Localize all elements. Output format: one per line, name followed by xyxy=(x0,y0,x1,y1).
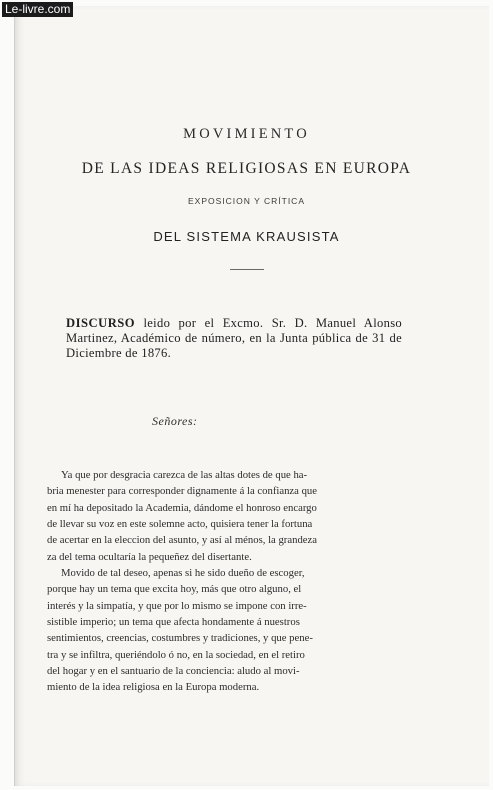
body-line: en mí ha depositado la Academia, dándome el honroso encargo xyxy=(47,501,317,514)
title-line-4: DEL SISTEMA KRAUSISTA xyxy=(153,229,340,244)
discurso-paragraph xyxy=(66,316,402,361)
watermark-label: Le-livre.com xyxy=(2,2,73,17)
title-divider xyxy=(230,269,264,270)
body-line: Movido de tal deseo, apenas si he sido dueño de escoger, xyxy=(61,567,305,580)
body-line: interés y la simpatía, y que por lo mismo se impone con irre- xyxy=(47,599,307,612)
discurso-lead: DISCURSO xyxy=(66,316,136,330)
body-line: Ya que por desgracia carezca de las altas dotes de que ha- xyxy=(61,469,308,481)
body-line: sistible imperio; un tema que afecta hondamente á nuestros xyxy=(47,616,300,629)
body-line: miento de la idea religiosa en la Europa moderna. xyxy=(47,681,260,694)
title-line-1: MOVIMIENTO xyxy=(183,126,310,142)
body-line: del hogar y en el santuario de la conciencia: aludo al movi- xyxy=(47,665,300,678)
body-text xyxy=(47,467,391,696)
body-line: de llevar su voz en este solemne acto, quisiera tener la fortuna xyxy=(47,518,313,531)
title-line-3: EXPOSICION Y CRÍTICA xyxy=(188,196,305,206)
salutation: Señores: xyxy=(152,414,198,428)
body-line: sentimientos, creencias, costumbres y tradiciones, y que pene- xyxy=(47,632,313,645)
body-line: tra y se infiltra, queriéndolo ó no, en la sociedad, en el retiro xyxy=(47,648,305,661)
discurso-text: leido por el Excmo. Sr. D. Manuel Alonso Martinez, Académico de número, en la Junta pública de 31 de Diciembre de 1876. xyxy=(66,316,402,360)
title-line-2: DE LAS IDEAS RELIGIOSAS EN EUROPA xyxy=(81,160,412,177)
body-line: za del tema ocultaría la pequeñez del disertante. xyxy=(47,550,252,563)
body-line: bria menester para corresponder dignamente á la confianza que xyxy=(47,485,318,498)
body-line: porque hay un tema que excita hoy, más que otro alguno, el xyxy=(47,583,302,596)
body-line: de acertar en la eleccion del asunto, y así al ménos, la grandeza xyxy=(47,534,318,547)
